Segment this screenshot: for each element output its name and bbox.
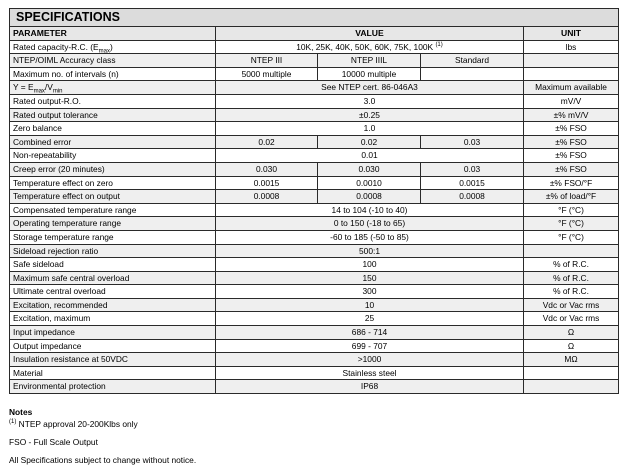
table-row [10, 366, 619, 380]
parameter-text: Excitation, maximum [13, 313, 91, 324]
table-row [10, 339, 619, 353]
parameter-text: Excitation, recommended [13, 299, 108, 310]
value-text: -60 to 185 (-50 to 85) [330, 231, 409, 242]
parameter-text: Creep error (20 minutes) [13, 163, 105, 174]
value-cell [216, 108, 524, 122]
parameter-cell [10, 176, 216, 190]
value-text: 300 [362, 286, 377, 297]
value-cell: 0.03 [421, 162, 524, 176]
table-row [10, 108, 619, 122]
table-row [10, 54, 619, 68]
value-cell [216, 258, 524, 272]
parameter-cell [10, 312, 216, 326]
value-text: See NTEP cert. 86-046A3 [321, 82, 418, 93]
unit-cell: Vdc or Vac rms [524, 298, 619, 312]
value-cell [216, 312, 524, 326]
parameter-cell [10, 149, 216, 163]
value-cell: 0.0008 [216, 190, 318, 204]
table-row [10, 162, 619, 176]
footnote-marker: (1) [9, 419, 17, 426]
value-cell [216, 94, 524, 108]
value-cell: Standard [421, 54, 524, 68]
parameter-cell [10, 380, 216, 394]
parameter-cell [10, 217, 216, 231]
value-cell: 0.0008 [421, 190, 524, 204]
parameter-text: Sideload rejection ratio [13, 245, 99, 256]
table-row [10, 203, 619, 217]
parameter-text: Environmental protection [13, 381, 106, 392]
value-text: 100 [362, 259, 377, 270]
value-text: 500:1 [359, 245, 380, 256]
parameter-cell [10, 258, 216, 272]
unit-cell: °F (°C) [524, 203, 619, 217]
value-cell: 10000 multiple [318, 67, 421, 81]
parameter-text: Material [13, 367, 43, 378]
value-text: 0.01 [361, 150, 378, 161]
value-cell [216, 353, 524, 367]
parameter-text: Maximum no. of intervals (n) [13, 68, 119, 79]
unit-cell: % of R.C. [524, 258, 619, 272]
parameter-text: Rated output tolerance [13, 109, 98, 120]
value-cell: 0.03 [421, 135, 524, 149]
parameter-text: ) [109, 41, 113, 52]
unit-cell: ±% mV/V [524, 108, 619, 122]
value-column-header: VALUE [216, 27, 524, 41]
table-row [10, 380, 619, 394]
unit-cell: ±% FSO/°F [524, 176, 619, 190]
parameter-cell [10, 122, 216, 136]
parameter-cell [10, 230, 216, 244]
value-cell [216, 217, 524, 231]
value-cell [216, 230, 524, 244]
table-row [10, 135, 619, 149]
value-cell [216, 203, 524, 217]
table-row [10, 190, 619, 204]
unit-cell [524, 54, 619, 68]
table-row [10, 258, 619, 272]
unit-cell: ±% FSO [524, 162, 619, 176]
specifications-panel [9, 8, 618, 394]
value-text: 699 - 707 [351, 340, 388, 351]
value-cell [216, 40, 524, 54]
parameter-text: max [98, 48, 110, 54]
unit-column-header: UNIT [524, 27, 619, 41]
parameter-cell [10, 135, 216, 149]
unit-cell: ±% FSO [524, 135, 619, 149]
parameter-text: Zero balance [13, 123, 62, 134]
parameter-text: Compensated temperature range [13, 204, 137, 215]
value-text: 150 [362, 272, 377, 283]
value-cell: 5000 multiple [216, 67, 318, 81]
value-cell [216, 149, 524, 163]
value-text: 25 [364, 313, 375, 324]
parameter-text: Input impedance [13, 327, 75, 338]
value-cell: NTEP III [216, 54, 318, 68]
value-cell [216, 81, 524, 95]
parameter-text: Rated output-R.O. [13, 95, 81, 106]
unit-cell: Maximum available [524, 81, 619, 95]
footnote-reference: (1) [435, 41, 443, 48]
value-cell [216, 298, 524, 312]
notes-title: Notes [9, 407, 33, 417]
unit-cell [524, 366, 619, 380]
parameter-cell [10, 67, 216, 81]
value-text: 14 to 104 (-10 to 40) [331, 204, 408, 215]
parameter-text: Output impedance [13, 340, 82, 351]
parameter-text: /V [44, 82, 53, 93]
parameter-text: min [52, 89, 63, 95]
parameter-cell [10, 353, 216, 367]
parameter-text: Y = E [13, 82, 34, 93]
specifications-table [9, 8, 619, 394]
parameter-text: Temperature effect on output [13, 191, 120, 202]
fso-definition: FSO - Full Scale Output [9, 437, 98, 447]
table-row [10, 94, 619, 108]
parameter-text: Insulation resistance at 50VDC [13, 354, 128, 365]
value-text: 1.0 [363, 123, 376, 134]
table-row [10, 353, 619, 367]
parameter-cell [10, 94, 216, 108]
value-cell: NTEP IIIL [318, 54, 421, 68]
value-text: 3.0 [363, 95, 376, 106]
unit-cell: % of R.C. [524, 285, 619, 299]
value-text: 0 to 150 (-18 to 65) [333, 218, 406, 229]
parameter-cell [10, 298, 216, 312]
value-cell [216, 380, 524, 394]
value-cell [216, 271, 524, 285]
unit-cell: ±% FSO [524, 149, 619, 163]
unit-cell: lbs [524, 40, 619, 54]
spec-rows [10, 40, 619, 393]
table-row [10, 326, 619, 340]
parameter-text: Rated capacity-R.C. (E [13, 41, 99, 52]
value-text: ±0.25 [359, 109, 380, 120]
unit-cell: Ω [524, 339, 619, 353]
parameter-column-header: PARAMETER [10, 27, 216, 41]
value-text: Stainless steel [342, 367, 397, 378]
value-cell [216, 285, 524, 299]
parameter-text: Storage temperature range [13, 231, 114, 242]
unit-cell: °F (°C) [524, 230, 619, 244]
parameter-text: Safe sideload [13, 259, 64, 270]
value-text: IP68 [360, 381, 379, 392]
parameter-cell [10, 190, 216, 204]
table-row [10, 285, 619, 299]
parameter-text: Temperature effect on zero [13, 177, 113, 188]
parameter-cell [10, 285, 216, 299]
value-cell [216, 326, 524, 340]
parameter-text: max [33, 89, 45, 95]
value-text: 686 - 714 [351, 327, 388, 338]
value-cell [216, 244, 524, 258]
unit-cell [524, 244, 619, 258]
table-row [10, 217, 619, 231]
value-cell: 0.0010 [318, 176, 421, 190]
value-cell: 0.0015 [216, 176, 318, 190]
parameter-cell [10, 54, 216, 68]
parameter-cell [10, 271, 216, 285]
unit-cell [524, 380, 619, 394]
unit-cell: Vdc or Vac rms [524, 312, 619, 326]
parameter-cell [10, 40, 216, 54]
parameter-cell [10, 326, 216, 340]
section-title: SPECIFICATIONS [10, 9, 619, 27]
disclaimer: All Specifications subject to change without notice. [9, 455, 197, 465]
table-row [10, 67, 619, 81]
parameter-text: Operating temperature range [13, 218, 122, 229]
value-cell [216, 339, 524, 353]
footnote-1 [9, 418, 618, 430]
table-row [10, 312, 619, 326]
table-row [10, 298, 619, 312]
unit-cell: mV/V [524, 94, 619, 108]
table-row [10, 40, 619, 54]
parameter-text: Non-repeatability [13, 150, 77, 161]
table-row [10, 81, 619, 95]
value-cell [216, 366, 524, 380]
table-row [10, 149, 619, 163]
notes-section [9, 406, 618, 466]
table-row [10, 122, 619, 136]
value-cell: 0.0015 [421, 176, 524, 190]
table-row [10, 271, 619, 285]
value-text: >1000 [357, 354, 382, 365]
parameter-cell [10, 244, 216, 258]
value-cell [216, 122, 524, 136]
value-cell: 0.030 [216, 162, 318, 176]
unit-cell [524, 67, 619, 81]
value-cell: 0.02 [216, 135, 318, 149]
value-cell [421, 67, 524, 81]
parameter-text: Ultimate central overload [13, 286, 106, 297]
value-text: 10K, 25K, 40K, 50K, 60K, 75K, 100K [296, 41, 436, 52]
header-row [10, 27, 619, 41]
table-row [10, 176, 619, 190]
table-row [10, 244, 619, 258]
footnote-text: NTEP approval 20-200Klbs only [18, 419, 138, 429]
unit-cell: ±% of load/°F [524, 190, 619, 204]
unit-cell: % of R.C. [524, 271, 619, 285]
unit-cell: °F (°C) [524, 217, 619, 231]
unit-cell: MΩ [524, 353, 619, 367]
parameter-cell [10, 339, 216, 353]
parameter-text: NTEP/OIML Accuracy class [13, 55, 116, 66]
value-cell: 0.030 [318, 162, 421, 176]
parameter-cell [10, 162, 216, 176]
parameter-cell [10, 366, 216, 380]
parameter-cell [10, 108, 216, 122]
parameter-cell [10, 203, 216, 217]
value-text: 10 [364, 299, 375, 310]
value-cell: 0.0008 [318, 190, 421, 204]
parameter-text: Combined error [13, 136, 72, 147]
unit-cell: ±% FSO [524, 122, 619, 136]
value-cell: 0.02 [318, 135, 421, 149]
parameter-cell [10, 81, 216, 95]
title-row [10, 9, 619, 27]
table-row [10, 230, 619, 244]
unit-cell: Ω [524, 326, 619, 340]
parameter-text: Maximum safe central overload [13, 272, 130, 283]
